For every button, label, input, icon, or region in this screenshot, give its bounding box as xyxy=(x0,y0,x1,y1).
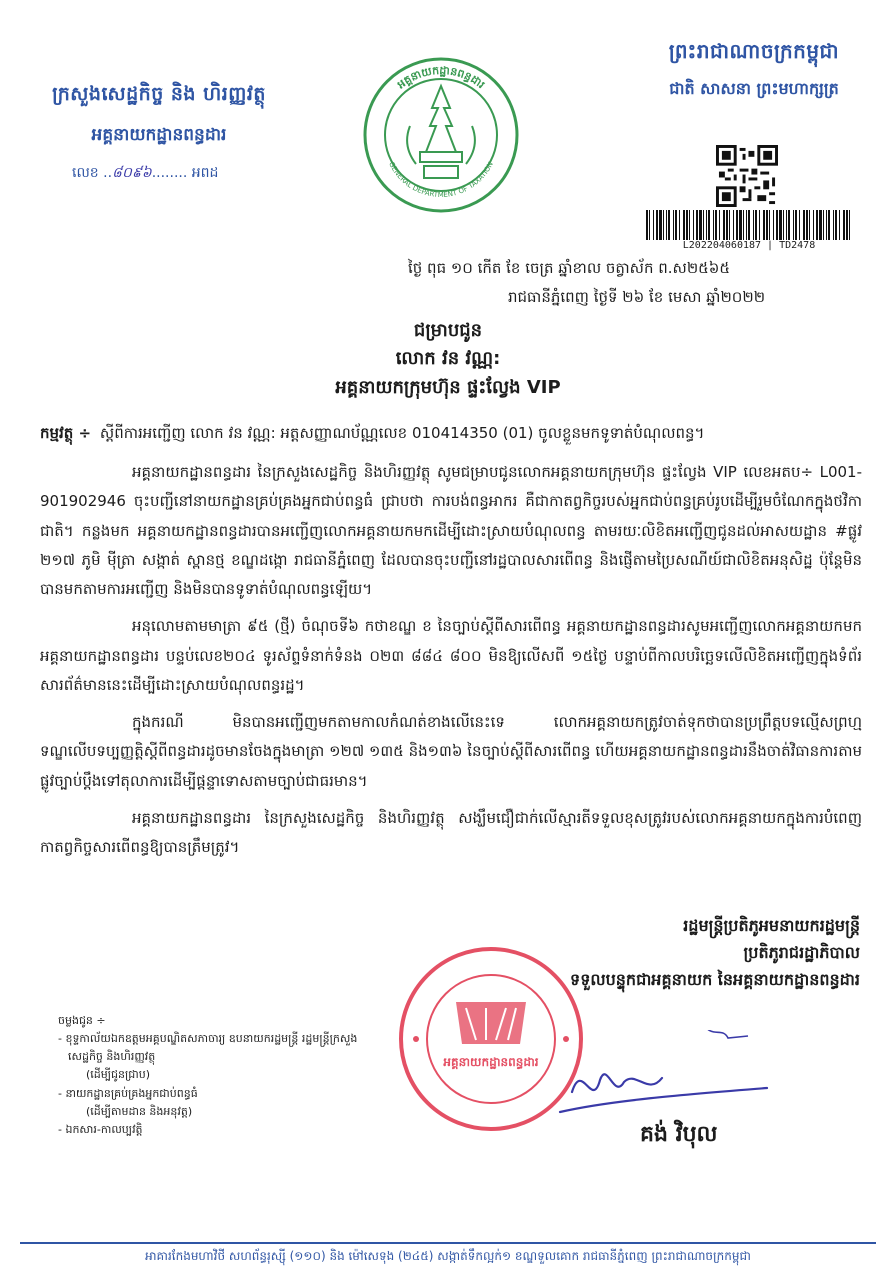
ministry-header xyxy=(14,82,304,184)
national-motto: ជាតិ សាសនា ព្រះមហាក្សត្រ xyxy=(669,79,839,98)
recipient-title: អគ្គនាយកក្រុមហ៊ុន ផ្ទះល្វែង VIP xyxy=(335,377,561,398)
department-name: អគ្គនាយកដ្ឋានពន្ធដារ xyxy=(91,125,227,145)
body-paragraph-3: ក្នុងករណី មិនបានអញ្ជើញមកតាមកាលកំណត់ខាងលើនេះទេ លោកអគ្គនាយកត្រូវចាត់ទុកថាបានប្រព្រឹត្តបទល្មើសព្រហ្មទណ្ឌលើបទប្បញ្ញត្តិស្តីពីពន្ធដារដូចមានចែងក្នុងមាត្រា ១២៧ ១៣៥ និង១៣៦ នៃច្បាប់ស្តីពីសារពើពន្ធ ហើយអគ្គនាយកដ្ឋានពន្ធដារនឹងចាត់វិធានការតាមផ្លូវច្បាប់ប្តឹងទៅតុលាការដើម្បីផ្តន្ទាទោសតាមច្បាប់ជាធរមាន។ xyxy=(40,713,862,790)
logo-khmer-text: អគ្គនាយកដ្ឋានពន្ធដារ xyxy=(394,63,488,92)
signatory-name: គង់ វិបុល xyxy=(640,1122,718,1147)
body-paragraph-4: អគ្គនាយកដ្ឋានពន្ធដារ នៃក្រសួងសេដ្ឋកិច្ច និងហិរញ្ញវត្ថុ សង្ឃឹមជឿជាក់លើស្មារតីទទួលខុសត្រូវរបស់លោកអគ្គនាយកក្នុងការបំពេញកាតព្វកិច្ចសារពើពន្ធឱ្យបានត្រឹមត្រូវ។ xyxy=(40,808,862,856)
ref-number: ៨០៩៦ xyxy=(112,165,152,181)
subject-label: កម្មវត្ថុ ÷ xyxy=(40,424,92,442)
copy-to-item: - នាយកដ្ឋានគ្រប់គ្រងអ្នកជាប់ពន្ធធំ xyxy=(58,1086,198,1100)
ref-prefix: លេខ xyxy=(72,165,99,181)
copy-to-title: ចម្លងជូន ÷ xyxy=(58,1014,106,1027)
signatory-title-2: ប្រតិភូរាជរដ្ឋាភិបាល xyxy=(743,943,860,963)
barcode xyxy=(646,210,852,240)
footer-address: អាគារកែងមហាវិថី សហព័ន្ធរុស្ស៊ី (១១០) និង ម៉ៅសេទុង (២៤៥) សង្កាត់ទឹកល្អក់១ ខណ្ឌទួលគោក រាជធានីភ្នំពេញ ព្រះរាជាណាចក្រកម្ពុជា xyxy=(20,1242,876,1266)
barcode-number: L202204060187 | TD2478 xyxy=(682,240,816,251)
logo-english-text: GENERAL DEPARTMENT OF TAXATION xyxy=(387,160,495,200)
body-paragraph-2: អនុលោមតាមមាត្រា ៩៥ (ថ្មី) ចំណុចទី៦ កថាខណ្ឌ ខ នៃច្បាប់ស្តីពីសារពើពន្ធ អគ្គនាយកដ្ឋានពន្ធដារសូមអញ្ជើញលោកអគ្គនាយកមកអគ្គនាយកដ្ឋានពន្ធដារ បន្ទប់លេខ២០៤ ទូរស័ព្ទទំនាក់ទំនង ០២៣ ៨៨៤ ៨០០ មិនឱ្យលើសពី ១៥ថ្ងៃ បន្ទាប់ពីកាលបរិច្ឆេទលើលិខិតអញ្ជើញក្នុងទំព័រសារព័ត៌មាននេះដើម្បីដោះស្រាយបំណុលពន្ធរដ្ឋ។ xyxy=(40,617,862,694)
copy-to-item: - ឯកសារ-កាលប្បវត្តិ xyxy=(58,1122,143,1136)
qr-code xyxy=(716,145,778,207)
recipient-name: លោក វន វណ្ណ: xyxy=(395,348,501,369)
copy-to-note: (ដើម្បីជូនជ្រាប) xyxy=(86,1068,151,1082)
reference-number: លេខ ..៨០៩៦........ អពដ xyxy=(72,165,219,181)
ref-suffix: អពដ xyxy=(191,165,219,181)
salutation: ជម្រាបជូន xyxy=(413,320,483,341)
copy-to-list xyxy=(58,1012,388,1139)
solar-date: រាជធានីភ្នំពេញ ថ្ងៃទី ២៦ ខែ មេសា ឆ្នាំ២០២២ xyxy=(508,288,766,306)
lunar-date: ថ្ងៃ ពុធ ១០ កើត ខែ ចេត្រ ឆ្នាំខាល ចត្វាស័ក ព.ស២៥៦៥ xyxy=(408,259,731,277)
subject-text: ស្តីពីការអញ្ជើញ លោក វន វណ្ណ: អត្តសញ្ញាណប័ណ្ណលេខ 010414350 (01) ចូលខ្លួនមកទូទាត់បំណុលពន្ធ។ xyxy=(99,424,705,442)
subject-line xyxy=(40,424,860,446)
body-paragraph-1: អគ្គនាយកដ្ឋានពន្ធដារ នៃក្រសួងសេដ្ឋកិច្ច និងហិរញ្ញវត្ថុ សូមជម្រាបជូនលោកអគ្គនាយកក្រុមហ៊ុន ផ្ទះល្វែង VIP លេខអតប÷ L001-901902946 ចុះបញ្ជីនៅនាយកដ្ឋានគ្រប់គ្រងអ្នកជាប់ពន្ធធំ ជ្រាបថា ការបង់ពន្ធអាករ គឺជាកាតព្វកិច្ចរបស់អ្នកជាប់ពន្ធគ្រប់រូបដើម្បីរួមចំណែកក្នុងថវិកាជាតិ។ កន្លងមក អគ្គនាយកដ្ឋានពន្ធដារបានអញ្ជើញលោកអគ្គនាយកមកដើម្បីដោះស្រាយបំណុលពន្ធ តាមរយៈលិខិតអញ្ជើញជូនដល់អាសយដ្ឋាន #ផ្លូវ ២១៧ ភូមិ មុីត្រា សង្កាត់ ស្ពានថ្ម ខណ្ឌដង្កោ រាជធានីភ្នំពេញ ដែលបានចុះបញ្ជីនៅរដ្ឋបាលសារពើពន្ធ និងផ្ញើតាមប្រៃសណីយ៍ជាលិខិតអនុសិដ្ឋ ប៉ុន្តែមិនបានមកតាមការអញ្ជើញ និងមិនបានទូទាត់បំណុលពន្ធឡើយ។ xyxy=(40,463,862,598)
letter-body xyxy=(40,458,862,870)
seal-label: អគ្គនាយកដ្ឋានពន្ធដារ xyxy=(443,1055,539,1069)
taxation-department-logo xyxy=(362,56,520,214)
ministry-name: ក្រសួងសេដ្ឋកិច្ច និង ហិរញ្ញវត្ថុ xyxy=(52,83,266,105)
copy-to-item: - ខុទ្ទកាល័យឯកឧត្តមអគ្គបណ្ឌិតសភាចារ្យ ឧបនាយករដ្ឋមន្ត្រី រដ្ឋមន្ត្រីក្រសួងសេដ្ឋកិច្ច និងហិរញ្ញវត្ថុ xyxy=(58,1032,358,1064)
kingdom-title: ព្រះរាជាណាចក្រកម្ពុជា xyxy=(668,39,840,63)
copy-to-note: (ដើម្បីតាមដាន និងអនុវត្ត) xyxy=(86,1104,193,1118)
signatory-title-3: ទទួលបន្ទុកជាអគ្គនាយក នៃអគ្គនាយកដ្ឋានពន្ធដារ xyxy=(570,970,860,990)
signatory-title-1: រដ្ឋមន្ត្រីប្រតិភូអមនាយករដ្ឋមន្ត្រី xyxy=(683,916,860,935)
kingdom-header xyxy=(620,38,888,102)
